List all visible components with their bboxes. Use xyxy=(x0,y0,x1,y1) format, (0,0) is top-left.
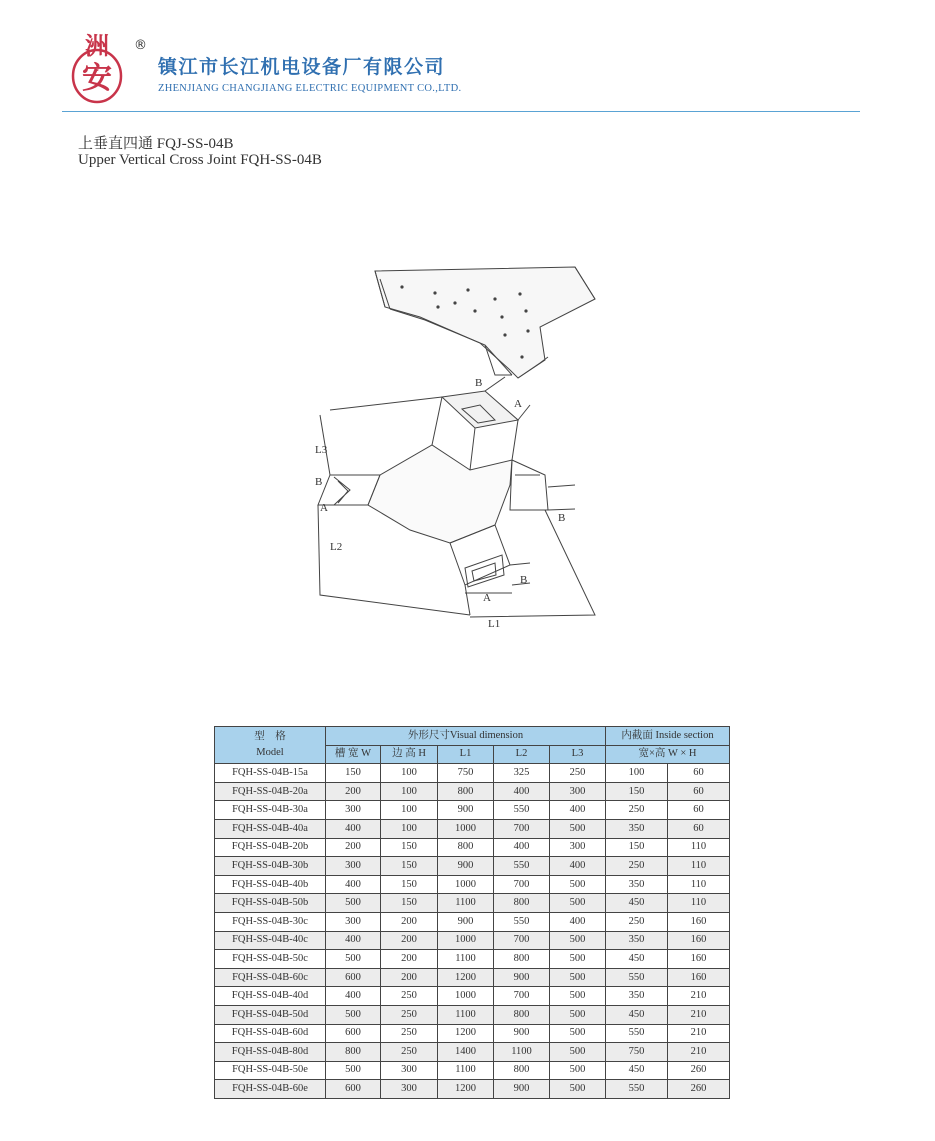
cell-l1: 1100 xyxy=(438,1061,494,1080)
cell-inside-width: 750 xyxy=(606,1043,668,1062)
header-l3: L3 xyxy=(550,745,606,764)
cell-height: 200 xyxy=(381,912,438,931)
cell-l1: 800 xyxy=(438,782,494,801)
cell-l2: 400 xyxy=(494,838,550,857)
cell-l1: 1100 xyxy=(438,1005,494,1024)
cell-l1: 900 xyxy=(438,801,494,820)
cell-l2: 1100 xyxy=(494,1043,550,1062)
cell-l3: 400 xyxy=(550,857,606,876)
header-l2: L2 xyxy=(494,745,550,764)
cell-inside-width: 150 xyxy=(606,838,668,857)
dim-b-top: B xyxy=(475,377,483,389)
cell-l3: 400 xyxy=(550,801,606,820)
cell-height: 150 xyxy=(381,857,438,876)
cell-width: 500 xyxy=(326,1061,381,1080)
table-row xyxy=(215,987,730,1006)
cell-width: 500 xyxy=(326,894,381,913)
cell-l3: 500 xyxy=(550,1080,606,1099)
cell-l1: 1000 xyxy=(438,931,494,950)
registered-mark: ® xyxy=(134,38,147,53)
header-visual-dimension: 外形尺寸Visual dimension xyxy=(326,727,606,746)
cell-model: FQH-SS-04B-40a xyxy=(215,819,326,838)
cell-inside-width: 250 xyxy=(606,912,668,931)
cell-l2: 550 xyxy=(494,912,550,931)
table-row xyxy=(215,894,730,913)
cell-inside-width: 450 xyxy=(606,1061,668,1080)
cell-l3: 300 xyxy=(550,838,606,857)
cell-l1: 1000 xyxy=(438,987,494,1006)
cell-l3: 500 xyxy=(550,875,606,894)
table-row xyxy=(215,1061,730,1080)
cell-width: 500 xyxy=(326,1005,381,1024)
header-divider xyxy=(62,111,860,112)
cell-l2: 700 xyxy=(494,819,550,838)
cell-model: FQH-SS-04B-50b xyxy=(215,894,326,913)
cell-height: 150 xyxy=(381,875,438,894)
cell-inside-height: 110 xyxy=(668,857,730,876)
cell-inside-width: 450 xyxy=(606,1005,668,1024)
cell-l2: 400 xyxy=(494,782,550,801)
cell-height: 250 xyxy=(381,987,438,1006)
cell-height: 100 xyxy=(381,764,438,783)
cell-l3: 500 xyxy=(550,1043,606,1062)
cell-l2: 550 xyxy=(494,801,550,820)
product-title-en: Upper Vertical Cross Joint FQH-SS-04B xyxy=(78,152,322,168)
specification-rows xyxy=(215,764,730,1099)
cell-inside-width: 450 xyxy=(606,950,668,969)
table-row xyxy=(215,931,730,950)
cell-l1: 1200 xyxy=(438,1080,494,1099)
header-inside-section: 内截面 Inside section xyxy=(606,727,730,746)
cell-inside-height: 160 xyxy=(668,968,730,987)
dim-l1: L1 xyxy=(488,618,501,630)
cell-inside-height: 210 xyxy=(668,1024,730,1043)
cell-inside-height: 60 xyxy=(668,819,730,838)
cell-l2: 900 xyxy=(494,1024,550,1043)
cell-width: 400 xyxy=(326,931,381,950)
cell-l3: 500 xyxy=(550,1005,606,1024)
cell-width: 150 xyxy=(326,764,381,783)
cell-inside-height: 210 xyxy=(668,987,730,1006)
table-row xyxy=(215,1024,730,1043)
cell-model: FQH-SS-04B-15a xyxy=(215,764,326,783)
cell-width: 500 xyxy=(326,950,381,969)
cell-l2: 325 xyxy=(494,764,550,783)
cell-height: 300 xyxy=(381,1061,438,1080)
cell-width: 600 xyxy=(326,968,381,987)
product-title-cn: 上垂直四通 FQJ-SS-04B xyxy=(78,136,234,152)
table-row xyxy=(215,819,730,838)
dim-l3: L3 xyxy=(315,444,328,456)
cell-height: 200 xyxy=(381,950,438,969)
dim-a-left: A xyxy=(320,502,328,514)
cell-height: 300 xyxy=(381,1080,438,1099)
cell-l2: 900 xyxy=(494,968,550,987)
cell-inside-width: 250 xyxy=(606,801,668,820)
cell-inside-height: 60 xyxy=(668,764,730,783)
dim-a-bottom: A xyxy=(483,592,491,604)
cell-inside-height: 110 xyxy=(668,838,730,857)
cell-l2: 800 xyxy=(494,1061,550,1080)
cell-model: FQH-SS-04B-60e xyxy=(215,1080,326,1099)
cell-width: 200 xyxy=(326,838,381,857)
cell-l1: 1100 xyxy=(438,894,494,913)
cell-l1: 750 xyxy=(438,764,494,783)
cell-l3: 500 xyxy=(550,968,606,987)
cell-l3: 500 xyxy=(550,1061,606,1080)
table-row xyxy=(215,912,730,931)
cell-inside-height: 260 xyxy=(668,1061,730,1080)
specification-table xyxy=(214,726,730,1099)
cell-height: 100 xyxy=(381,801,438,820)
table-row xyxy=(215,801,730,820)
table-row xyxy=(215,950,730,969)
table-row xyxy=(215,838,730,857)
cell-l1: 1100 xyxy=(438,950,494,969)
cell-model: FQH-SS-04B-80d xyxy=(215,1043,326,1062)
cell-l3: 500 xyxy=(550,987,606,1006)
logo-text-bottom: 安 xyxy=(82,61,112,96)
cell-model: FQH-SS-04B-40b xyxy=(215,875,326,894)
cell-inside-width: 150 xyxy=(606,782,668,801)
dim-b-right: B xyxy=(558,512,566,524)
cell-l3: 500 xyxy=(550,894,606,913)
cell-model: FQH-SS-04B-50d xyxy=(215,1005,326,1024)
cell-inside-width: 550 xyxy=(606,1024,668,1043)
header-width: 槽 宽 W xyxy=(326,745,381,764)
cell-inside-width: 550 xyxy=(606,1080,668,1099)
cell-model: FQH-SS-04B-60c xyxy=(215,968,326,987)
cell-width: 400 xyxy=(326,875,381,894)
dim-l2: L2 xyxy=(330,541,343,553)
cell-width: 300 xyxy=(326,801,381,820)
cell-width: 300 xyxy=(326,912,381,931)
header-height: 边 高 H xyxy=(381,745,438,764)
cell-width: 200 xyxy=(326,782,381,801)
logo-text-top: 洲 xyxy=(85,32,109,60)
cell-inside-height: 160 xyxy=(668,912,730,931)
cell-model: FQH-SS-04B-30b xyxy=(215,857,326,876)
cell-inside-height: 160 xyxy=(668,950,730,969)
cell-l2: 900 xyxy=(494,1080,550,1099)
cell-inside-width: 550 xyxy=(606,968,668,987)
header-l1: L1 xyxy=(438,745,494,764)
dim-b-left: B xyxy=(315,476,323,488)
cell-l2: 800 xyxy=(494,894,550,913)
cell-inside-height: 210 xyxy=(668,1043,730,1062)
header-model xyxy=(215,727,326,764)
cell-inside-width: 100 xyxy=(606,764,668,783)
cell-model: FQH-SS-04B-50e xyxy=(215,1061,326,1080)
cell-l1: 1200 xyxy=(438,968,494,987)
cell-l1: 1400 xyxy=(438,1043,494,1062)
cell-model: FQH-SS-04B-30a xyxy=(215,801,326,820)
cell-model: FQH-SS-04B-60d xyxy=(215,1024,326,1043)
dim-a-top: A xyxy=(514,398,522,410)
cell-l1: 800 xyxy=(438,838,494,857)
cell-height: 200 xyxy=(381,931,438,950)
cross-joint-body xyxy=(318,377,595,617)
table-row xyxy=(215,1005,730,1024)
table-row xyxy=(215,875,730,894)
table-row xyxy=(215,1080,730,1099)
cell-l3: 300 xyxy=(550,782,606,801)
dim-b-bottom: B xyxy=(520,574,528,586)
company-name-en: ZHENJIANG CHANGJIANG ELECTRIC EQUIPMENT CO.,LTD. xyxy=(158,83,462,94)
cell-inside-height: 160 xyxy=(668,931,730,950)
cell-l2: 800 xyxy=(494,1005,550,1024)
cell-height: 150 xyxy=(381,894,438,913)
cell-inside-height: 210 xyxy=(668,1005,730,1024)
cell-width: 600 xyxy=(326,1024,381,1043)
cell-l3: 400 xyxy=(550,912,606,931)
cell-model: FQH-SS-04B-30c xyxy=(215,912,326,931)
cell-height: 100 xyxy=(381,819,438,838)
table-row xyxy=(215,764,730,783)
cell-height: 200 xyxy=(381,968,438,987)
cell-inside-width: 350 xyxy=(606,819,668,838)
cell-model: FQH-SS-04B-20a xyxy=(215,782,326,801)
cell-l1: 900 xyxy=(438,857,494,876)
cell-l2: 700 xyxy=(494,875,550,894)
cover-plate xyxy=(375,267,595,378)
cell-inside-height: 60 xyxy=(668,782,730,801)
cell-l1: 1000 xyxy=(438,875,494,894)
cell-l3: 500 xyxy=(550,819,606,838)
cell-l3: 500 xyxy=(550,950,606,969)
cell-width: 300 xyxy=(326,857,381,876)
cell-inside-width: 450 xyxy=(606,894,668,913)
header-model-en: Model xyxy=(256,747,284,759)
cell-height: 150 xyxy=(381,838,438,857)
company-name-cn: 镇江市长江机电设备厂有限公司 xyxy=(158,56,446,78)
cell-model: FQH-SS-04B-20b xyxy=(215,838,326,857)
cell-l1: 900 xyxy=(438,912,494,931)
cell-width: 400 xyxy=(326,987,381,1006)
cell-inside-width: 350 xyxy=(606,987,668,1006)
cell-inside-width: 350 xyxy=(606,875,668,894)
cell-l2: 700 xyxy=(494,987,550,1006)
cell-l1: 1200 xyxy=(438,1024,494,1043)
header-section-wh: 宽×高 W × H xyxy=(606,745,730,764)
cell-l3: 250 xyxy=(550,764,606,783)
cell-l2: 800 xyxy=(494,950,550,969)
cell-l3: 500 xyxy=(550,931,606,950)
cell-l3: 500 xyxy=(550,1024,606,1043)
cell-inside-height: 110 xyxy=(668,894,730,913)
cell-model: FQH-SS-04B-40c xyxy=(215,931,326,950)
cell-width: 400 xyxy=(326,819,381,838)
cell-height: 250 xyxy=(381,1043,438,1062)
table-row xyxy=(215,782,730,801)
cell-height: 250 xyxy=(381,1024,438,1043)
cell-l2: 700 xyxy=(494,931,550,950)
table-row xyxy=(215,1043,730,1062)
cell-inside-height: 260 xyxy=(668,1080,730,1099)
cell-l1: 1000 xyxy=(438,819,494,838)
cell-inside-height: 110 xyxy=(668,875,730,894)
cell-height: 250 xyxy=(381,1005,438,1024)
table-row xyxy=(215,857,730,876)
cell-width: 800 xyxy=(326,1043,381,1062)
cross-joint-drawing xyxy=(290,265,620,637)
cell-inside-height: 60 xyxy=(668,801,730,820)
cell-model: FQH-SS-04B-40d xyxy=(215,987,326,1006)
header-model-cn: 型 格 xyxy=(254,731,286,743)
cell-height: 100 xyxy=(381,782,438,801)
company-logo xyxy=(62,32,132,110)
cell-model: FQH-SS-04B-50c xyxy=(215,950,326,969)
cell-inside-width: 250 xyxy=(606,857,668,876)
cell-width: 600 xyxy=(326,1080,381,1099)
cell-inside-width: 350 xyxy=(606,931,668,950)
cell-l2: 550 xyxy=(494,857,550,876)
table-row xyxy=(215,968,730,987)
